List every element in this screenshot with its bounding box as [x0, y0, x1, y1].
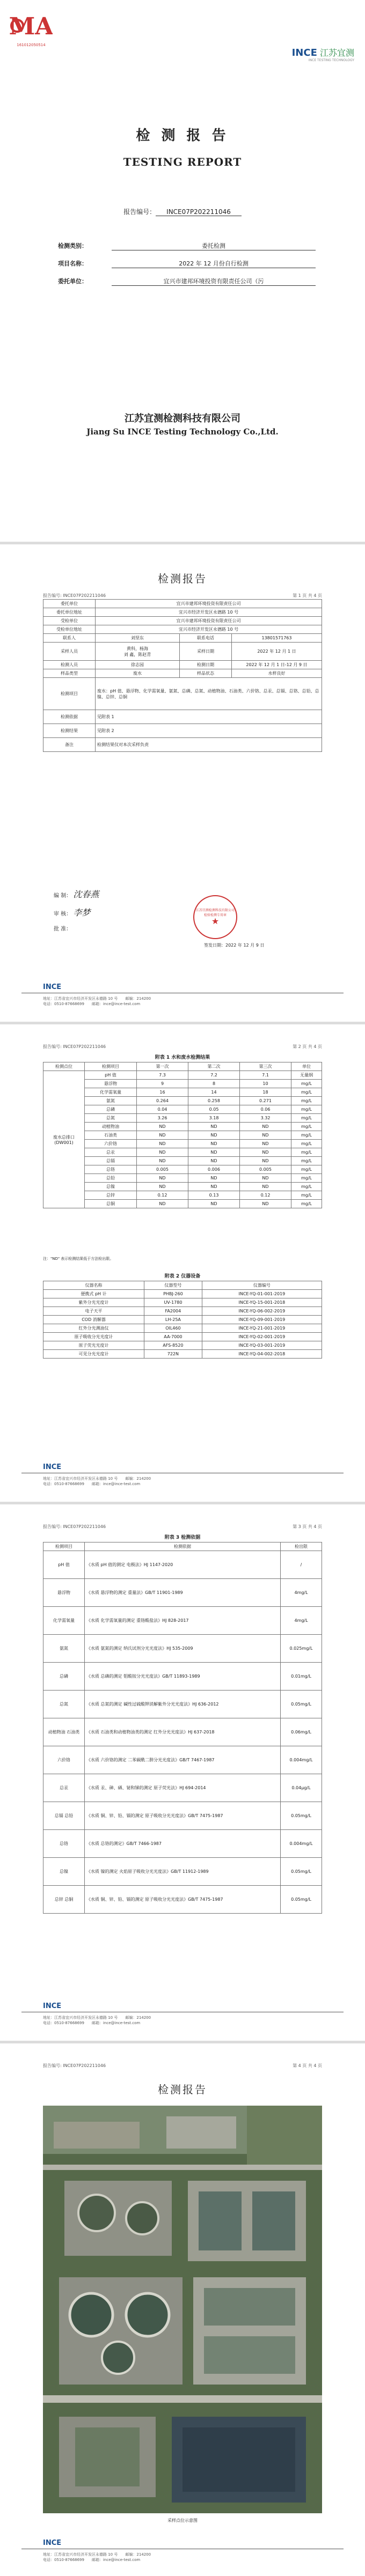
table-cell: 无量纲	[291, 1071, 322, 1080]
table-cell: ND	[188, 1157, 240, 1165]
table-cell: ND	[137, 1183, 188, 1191]
table-cell: 动植物油 石油类	[43, 1718, 85, 1746]
table-cell: UV-1780	[144, 1298, 202, 1307]
table-row	[43, 1105, 322, 1114]
svg-text:MA: MA	[10, 13, 53, 40]
table-row: 检测依据 见附表 1	[43, 710, 322, 724]
table-row	[43, 1579, 322, 1607]
table-cell: 0.06	[240, 1105, 291, 1114]
table-row	[43, 1080, 322, 1088]
table-cell: mg/L	[291, 1157, 322, 1165]
table-row	[43, 1858, 322, 1886]
footer-tel: 电话：0510-87668699	[43, 1002, 84, 1006]
table-cell: 《水质 总氮的测定 碱性过硫酸钾消解紫外分光光度法》HJ 636-2012	[85, 1691, 281, 1718]
footer-tel: 电话：0510-87668699	[43, 1482, 84, 1486]
method-table	[43, 1542, 322, 1914]
footer-email: 邮箱：ince@ince-test.com	[91, 1002, 141, 1006]
table-cell: 0.264	[137, 1097, 188, 1105]
table-cell: mg/L	[291, 1131, 322, 1140]
footer-postcode: 邮编：214200	[125, 1477, 151, 1481]
table-row	[43, 1718, 322, 1746]
table-row	[43, 1148, 322, 1157]
equipment-title: 附表 2 仪器设备	[164, 1274, 201, 1279]
table-cell: 0.005	[137, 1165, 188, 1174]
table-cell: ND	[240, 1131, 291, 1140]
table-cell: 0.04μg/L	[281, 1774, 322, 1802]
table-cell: 0.12	[137, 1191, 188, 1200]
table-cell: OIL460	[144, 1324, 202, 1333]
table-cell: 化学需氧量	[43, 1607, 85, 1635]
table-cell: mg/L	[291, 1183, 322, 1191]
table-cell: 废水总排口 (DW001)	[43, 1071, 85, 1208]
table-cell: 10	[240, 1080, 291, 1088]
table-cell: 0.05mg/L	[281, 1802, 322, 1830]
page-title: 检测报告	[158, 2083, 207, 2096]
table-cell: ND	[188, 1148, 240, 1157]
footer-tel: 电话：0510-87668699	[43, 2558, 84, 2562]
table-cell: 《水质 汞、砷、硒、铋和锑的测定 原子荧光法》HJ 694-2014	[85, 1774, 281, 1802]
cover-field: 检测类别： 委托检测	[58, 241, 316, 250]
table-row	[43, 1088, 322, 1097]
table-cell: mg/L	[291, 1105, 322, 1114]
table-cell: ND	[240, 1183, 291, 1191]
table-cell: FA2004	[144, 1307, 202, 1316]
table-cell: INCE-YQ-01-001-2019	[202, 1290, 322, 1298]
table-row	[43, 1307, 322, 1316]
table-cell: mg/L	[291, 1123, 322, 1131]
table-row	[43, 1174, 322, 1183]
footer	[43, 1476, 322, 1487]
table-cell: 0.01mg/L	[281, 1663, 322, 1691]
table-cell: 《水质 铜、锌、铅、镉的测定 原子吸收分光光度法》GB/T 7475-1987	[85, 1886, 281, 1914]
table-cell: ND	[137, 1123, 188, 1131]
table-cell: AFS-8520	[144, 1341, 202, 1350]
page-number: 第 4 页 共 4 页	[293, 2063, 322, 2068]
footer-postcode: 邮编：214200	[125, 2552, 151, 2557]
table-row	[43, 1830, 322, 1858]
table-cell: 7.1	[240, 1071, 291, 1080]
table-cell: ND	[137, 1174, 188, 1183]
brand-cn: 江苏宜测	[319, 48, 354, 58]
report-page-2	[0, 1024, 365, 1502]
photo-caption: 采样点位示意图	[167, 2518, 198, 2523]
table-cell: 电子天平	[43, 1307, 144, 1316]
footer-postcode: 邮编：214200	[125, 2016, 151, 2020]
table-cell: 8	[188, 1080, 240, 1088]
brand-logo: INCE 江苏宜测 INCE TESTING TECHNOLOGY	[291, 47, 354, 62]
table-row: 检测结果 见附表 2	[43, 724, 322, 738]
table-header: 检测点位 检测项目 第一次 第二次 第三次 单位	[43, 1062, 322, 1071]
table-cell: ND	[188, 1123, 240, 1131]
table-cell: 总汞	[43, 1774, 85, 1802]
equipment-table	[43, 1281, 322, 1359]
cover-fields	[58, 241, 316, 294]
table-row	[43, 1165, 322, 1174]
table-cell: INCE-YQ-09-001-2019	[202, 1316, 322, 1324]
table-cell: ND	[240, 1148, 291, 1157]
footer-logo: INCE	[43, 2002, 62, 2010]
table-cell: 总铜	[85, 1200, 137, 1208]
cover-field: 项目名称： 2022 年 12 月份自行检测	[58, 259, 316, 268]
table-cell: INCE-YQ-03-001-2019	[202, 1341, 322, 1350]
table-cell: 红外分光测油仪	[43, 1324, 144, 1333]
table-cell: 0.12	[240, 1191, 291, 1200]
table-cell: ND	[240, 1200, 291, 1208]
table-cell: ND	[240, 1174, 291, 1183]
table-row	[43, 1551, 322, 1579]
report-number: 报告编号: INCE07P202211046	[43, 1524, 106, 1529]
result-table	[43, 1062, 322, 1208]
table-cell: 总锌 总铜	[43, 1886, 85, 1914]
table-cell: 《水质 总磷的测定 钼酸铵分光光度法》GB/T 11893-1989	[85, 1663, 281, 1691]
table-cell: 原子荧光光度计	[43, 1341, 144, 1350]
table-cell: 0.05mg/L	[281, 1691, 322, 1718]
table-cell: 《水质 悬浮物的测定 重量法》GB/T 11901-1989	[85, 1579, 281, 1607]
footer-logo: INCE	[43, 2539, 62, 2547]
sign-editor: 编 制： 沈春燕	[54, 889, 99, 899]
table-row	[43, 1200, 322, 1208]
report-number: 报告编号: INCE07P202211046	[43, 1044, 106, 1049]
table-row	[43, 1350, 322, 1359]
table-row	[43, 1886, 322, 1914]
table-cell: 722N	[144, 1350, 202, 1359]
table-cell: 总镍	[43, 1858, 85, 1886]
table-row	[43, 1157, 322, 1165]
table-row: 检测项目 废水：pH 值、悬浮物、化学需氧量、氨氮、总磷、总氮、动植物油、石油类、六价铬、总汞、总镉、总铬、总铅、总镍、总锌、总铜	[43, 678, 322, 710]
table-row	[43, 1131, 322, 1140]
table-cell: 《水质 化学需氧量的测定 重铬酸盐法》HJ 828-2017	[85, 1607, 281, 1635]
table-cell: 《水质 镍的测定 火焰原子吸收分光光度法》GB/T 11912-1989	[85, 1858, 281, 1886]
cover-company-en: Jiang Su INCE Testing Technology Co.,Ltd.	[86, 427, 279, 437]
table-header: 仪器名称 仪器型号 仪器编号	[43, 1281, 322, 1290]
table-cell: ND	[188, 1200, 240, 1208]
footer-postcode: 邮编：214200	[125, 997, 151, 1001]
page-number: 第 1 页 共 4 页	[293, 593, 322, 598]
table-row	[43, 1333, 322, 1341]
table-cell: 总镉 总铅	[43, 1802, 85, 1830]
table-cell: 悬浮物	[43, 1579, 85, 1607]
footer-logo: INCE	[43, 983, 62, 991]
table-cell: 0.004mg/L	[281, 1830, 322, 1858]
table-row	[43, 1140, 322, 1148]
table-cell: 0.05mg/L	[281, 1858, 322, 1886]
table-cell: 0.025mg/L	[281, 1635, 322, 1663]
table-row: 委托单位地址 宜兴市经济开发区永德路 10 号	[43, 608, 322, 617]
table-row	[43, 1635, 322, 1663]
table-cell: 0.05mg/L	[281, 1886, 322, 1914]
table-cell: 9	[137, 1080, 188, 1088]
table-row	[43, 1183, 322, 1191]
table-cell: 总铬	[43, 1830, 85, 1858]
table-cell: ND	[137, 1200, 188, 1208]
sign-approver: 批 准：	[54, 926, 72, 932]
table-row: 检测人员 徐志园 检测日期 2022 年 12 月 1 日-12 月 9 日	[43, 661, 322, 669]
table-cell: 总铅	[85, 1174, 137, 1183]
table-cell: 紫外分光光度计	[43, 1298, 144, 1307]
info-table	[43, 599, 322, 752]
table-cell: pH 值	[43, 1551, 85, 1579]
table-cell: 0.06mg/L	[281, 1718, 322, 1746]
table-cell: 动植物油	[85, 1123, 137, 1131]
table-cell: 总氮	[43, 1691, 85, 1718]
table-cell: pH 值	[85, 1071, 137, 1080]
table-cell: 《水质 六价铬的测定 二苯碳酰二肼分光光度法》GB/T 7467-1987	[85, 1746, 281, 1774]
table-cell: AA-7000	[144, 1333, 202, 1341]
table-cell: 4mg/L	[281, 1607, 322, 1635]
table-cell: ND	[137, 1140, 188, 1148]
cover-page	[0, 0, 365, 542]
cover-field: 委托单位： 宜兴市建邦环境投资有限责任公司（污	[58, 277, 316, 286]
footer	[43, 2015, 322, 2026]
cover-company: 江苏宜测检测科技有限公司	[125, 413, 240, 424]
footer-address: 地址：江苏省宜兴市经济开发区永德路 10 号	[43, 1477, 118, 1481]
table-row	[43, 1097, 322, 1105]
footer-address: 地址：江苏省宜兴市经济开发区永德路 10 号	[43, 2552, 118, 2557]
table-cell: ND	[188, 1140, 240, 1148]
table-cell: 化学需氧量	[85, 1088, 137, 1097]
table-cell: 六价铬	[85, 1140, 137, 1148]
table-row	[43, 1341, 322, 1350]
footer-logo: INCE	[43, 1463, 62, 1471]
table-cell: 3.18	[188, 1114, 240, 1123]
table-row: 样品类型 废水 样品状态 水样良好	[43, 669, 322, 678]
table-cell: 7.2	[188, 1071, 240, 1080]
table-cell: 3.32	[240, 1114, 291, 1123]
table-row	[43, 1071, 322, 1080]
sign-date: 签发日期：2022 年 12 月 9 日	[204, 943, 265, 948]
table-row	[43, 1290, 322, 1298]
table-row	[43, 1663, 322, 1691]
table-cell: mg/L	[291, 1191, 322, 1200]
table-cell: INCE-YQ-02-001-2019	[202, 1333, 322, 1341]
table-cell: mg/L	[291, 1140, 322, 1148]
table-cell: COD 消解器	[43, 1316, 144, 1324]
footer-email: 邮箱：ince@ince-test.com	[91, 2558, 141, 2562]
table-row: 备注 检测结果仅对本次采样负责	[43, 738, 322, 752]
table-cell: /	[281, 1551, 322, 1579]
table-cell: INCE-YQ-06-002-2019	[202, 1307, 322, 1316]
table-note: 注："ND" 表示检测结果低于方法检出限。	[43, 1257, 114, 1261]
cover-title-en: TESTING REPORT	[123, 156, 242, 168]
table-cell: LH-25A	[144, 1316, 202, 1324]
table-cell: 0.005	[240, 1165, 291, 1174]
table-cell: mg/L	[291, 1148, 322, 1157]
footer-email: 邮箱：ince@ince-test.com	[91, 1482, 141, 1486]
page-number: 第 3 页 共 4 页	[293, 1524, 322, 1529]
table-cell: 氨氮	[43, 1635, 85, 1663]
report-page-4	[0, 2043, 365, 2576]
footer-address: 地址：江苏省宜兴市经济开发区永德路 10 号	[43, 2016, 118, 2020]
official-seal: 江苏宜测检测科技有限公司 检验检测专用章 ★	[193, 895, 237, 939]
table-title: 附表 3 检测依据	[164, 1535, 201, 1540]
table-cell: 悬浮物	[85, 1080, 137, 1088]
table-cell: ND	[137, 1157, 188, 1165]
page-title: 检测报告	[158, 572, 207, 585]
cma-logo	[10, 11, 53, 48]
table-cell: 便携式 pH 计	[43, 1290, 144, 1298]
table-row	[43, 1298, 322, 1307]
table-cell: 0.05	[188, 1105, 240, 1114]
table-cell: mg/L	[291, 1114, 322, 1123]
table-cell: 《水质 氨氮的测定 纳氏试剂分光光度法》HJ 535-2009	[85, 1635, 281, 1663]
table-cell: 六价铬	[43, 1746, 85, 1774]
cma-code: 161012050514	[17, 43, 46, 47]
table-cell: 原子吸收分光光度计	[43, 1333, 144, 1341]
table-row	[43, 1802, 322, 1830]
table-header: 检测项目 检测依据 检出限	[43, 1542, 322, 1551]
table-cell: ND	[188, 1183, 240, 1191]
cover-title: 检 测 报 告	[136, 128, 229, 144]
table-row	[43, 1691, 322, 1718]
table-cell: 可见分光光度计	[43, 1350, 144, 1359]
brand-en: INCE TESTING TECHNOLOGY	[308, 58, 354, 62]
table-cell: 石油类	[85, 1131, 137, 1140]
table-cell: mg/L	[291, 1174, 322, 1183]
table-row	[43, 1123, 322, 1131]
report-page-3	[0, 1504, 365, 2041]
table-cell: mg/L	[291, 1097, 322, 1105]
table-cell: ND	[240, 1140, 291, 1148]
table-cell: 总铬	[85, 1165, 137, 1174]
table-cell: ND	[240, 1157, 291, 1165]
table-cell: 16	[137, 1088, 188, 1097]
table-title: 附表 1 水和废水检测结果	[155, 1055, 210, 1060]
table-cell: 总镉	[85, 1157, 137, 1165]
table-cell: 0.006	[188, 1165, 240, 1174]
table-cell: 0.258	[188, 1097, 240, 1105]
table-row	[43, 1746, 322, 1774]
table-cell: 总氮	[85, 1114, 137, 1123]
signature-block	[54, 888, 99, 937]
table-row: 采样人员 黄科，杨海 刘 鑫，陈赵青 采样日期 2022 年 12 月 1 日	[43, 643, 322, 661]
sign-reviewer: 审 核： 李梦	[54, 907, 91, 918]
table-row	[43, 1324, 322, 1333]
cover-report-number: 报告编号： INCE07P202211046	[0, 207, 365, 216]
table-row: 联系人 刘坚东 联系电话 13801571763	[43, 634, 322, 643]
page-number: 第 2 页 共 4 页	[293, 1044, 322, 1049]
table-cell: mg/L	[291, 1080, 322, 1088]
table-cell: 14	[188, 1088, 240, 1097]
table-row	[43, 1607, 322, 1635]
table-cell: mg/L	[291, 1200, 322, 1208]
table-cell: 4mg/L	[281, 1579, 322, 1607]
footer-email: 邮箱：ince@ince-test.com	[91, 2021, 141, 2025]
table-cell: 总磷	[85, 1105, 137, 1114]
table-cell: ND	[240, 1123, 291, 1131]
table-cell: 《水质 石油类和动植物油类的测定 红外分光光度法》HJ 637-2018	[85, 1718, 281, 1746]
table-cell: 《水质 铜、锌、铅、镉的测定 原子吸收分光光度法》GB/T 7475-1987	[85, 1802, 281, 1830]
table-row: 委托单位 宜兴市建邦环境投资有限责任公司	[43, 600, 322, 608]
table-row	[43, 1316, 322, 1324]
table-cell: 7.3	[137, 1071, 188, 1080]
report-number: 报告编号: INCE07P202211046	[43, 2063, 106, 2068]
table-cell: 0.004mg/L	[281, 1746, 322, 1774]
table-cell: 18	[240, 1088, 291, 1097]
table-cell: INCE-YQ-21-001-2019	[202, 1324, 322, 1333]
table-cell: 总镍	[85, 1183, 137, 1191]
table-row	[43, 1191, 322, 1200]
table-row: 受检单位 宜兴市建邦环境投资有限责任公司	[43, 617, 322, 625]
table-cell: mg/L	[291, 1165, 322, 1174]
table-cell: 3.26	[137, 1114, 188, 1123]
table-cell: INCE-YQ-15-001-2018	[202, 1298, 322, 1307]
table-cell: 0.04	[137, 1105, 188, 1114]
footer-tel: 电话：0510-87668699	[43, 2021, 84, 2025]
table-cell: 《水质 总铬的测定》GB/T 7466-1987	[85, 1830, 281, 1858]
table-cell: ND	[137, 1131, 188, 1140]
table-row: 受检单位地址 宜兴市经济开发区永德路 10 号	[43, 625, 322, 634]
aerial-photo	[43, 2106, 322, 2513]
table-cell: PHBJ-260	[144, 1290, 202, 1298]
table-cell: 总汞	[85, 1148, 137, 1157]
table-cell: 0.13	[188, 1191, 240, 1200]
table-cell: 总锌	[85, 1191, 137, 1200]
table-cell: 总磷	[43, 1663, 85, 1691]
table-row	[43, 1774, 322, 1802]
footer	[43, 2552, 322, 2563]
table-cell: 0.271	[240, 1097, 291, 1105]
table-cell: 氨氮	[85, 1097, 137, 1105]
table-cell: INCE-YQ-04-002-2018	[202, 1350, 322, 1359]
table-cell: ND	[188, 1174, 240, 1183]
table-cell: ND	[188, 1131, 240, 1140]
table-cell: mg/L	[291, 1088, 322, 1097]
footer	[43, 996, 322, 1007]
table-row	[43, 1114, 322, 1123]
report-page-1	[0, 544, 365, 1022]
table-cell: 《水质 pH 值的测定 电极法》HJ 1147-2020	[85, 1551, 281, 1579]
footer-address: 地址：江苏省宜兴市经济开发区永德路 10 号	[43, 997, 118, 1001]
report-number: 报告编号: INCE07P202211046	[43, 593, 106, 598]
table-cell: ND	[137, 1148, 188, 1157]
